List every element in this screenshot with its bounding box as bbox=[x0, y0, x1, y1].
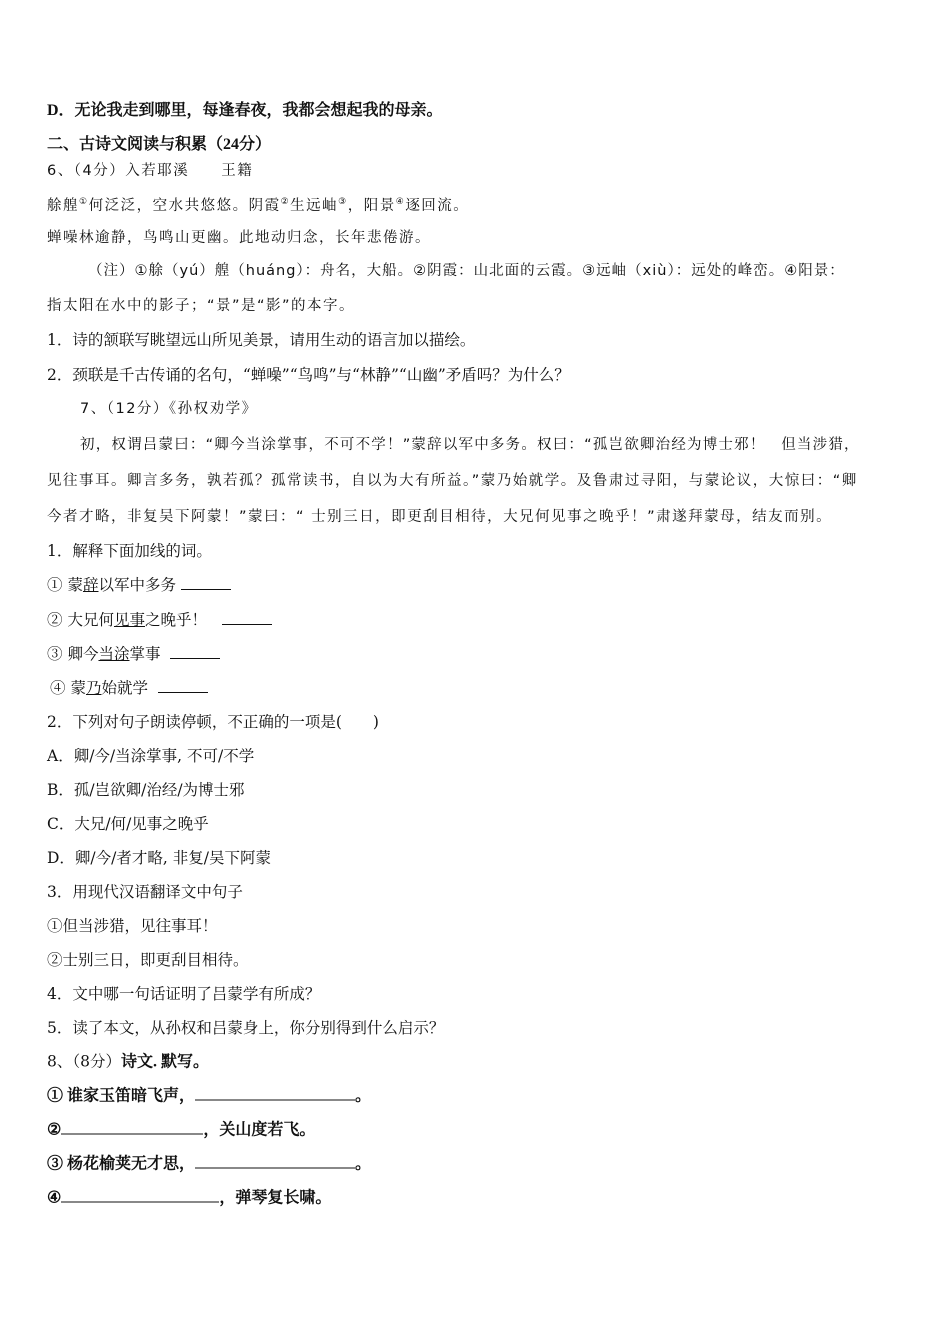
answer-blank[interactable] bbox=[158, 678, 208, 693]
q6-note-line-2: 指太阳在水中的影子；“景”是“影”的本字。 bbox=[47, 298, 356, 314]
word-item: ① 蒙辞以军中多务 bbox=[47, 575, 231, 595]
q7-question-1: 1．解释下面加线的词。 bbox=[47, 542, 212, 560]
q7-passage-line: 见往事耳。卿言多务，孰若孤？孤常读书，自以为大有所益。”蒙乃始就学。及鲁肃过寻阳，与蒙论议，大惊曰：“卿 bbox=[47, 473, 858, 489]
answer-blank[interactable] bbox=[195, 1086, 355, 1101]
q6-header: 6、（4分）入若耶溪 王籍 bbox=[47, 163, 254, 179]
recite-item: ② ，关山度若飞。 bbox=[47, 1121, 316, 1139]
recite-item: ① 谁家玉笛暗飞声， 。 bbox=[47, 1087, 372, 1105]
option-d: D．卿/今/者才略, 非复/吴下阿蒙 bbox=[47, 849, 271, 867]
q7-question-3: 3．用现代汉语翻译文中句子 bbox=[47, 883, 243, 901]
q6-note-line-1: （注）①艅（yú）艎（huáng）：舟名，大船。②阴霞：山北面的云霞。③远岫（xiù）：远处的峰峦。④阳景： bbox=[88, 263, 845, 279]
translate-item: ②士别三日，即更刮目相待。 bbox=[47, 951, 249, 969]
option-a: A．卿/今/当涂掌事, 不可/不学 bbox=[47, 747, 255, 765]
translate-item: ①但当涉猎，见往事耳！ bbox=[47, 917, 218, 935]
option-c: C．大兄/何/见事之晚乎 bbox=[47, 815, 209, 833]
recite-item: ③ 杨花榆荚无才思， 。 bbox=[47, 1155, 372, 1173]
q6-question-2: 2．颈联是千古传诵的名句，“蝉噪”“鸟鸣”与“林静”“山幽”矛盾吗？为什么？ bbox=[47, 366, 570, 384]
answer-blank[interactable] bbox=[195, 1154, 355, 1169]
q7-question-2: 2．下列对句子朗读停顿，不正确的一项是( ) bbox=[47, 713, 379, 731]
answer-blank[interactable] bbox=[170, 644, 220, 659]
word-item: ③ 卿今当涂掌事 bbox=[47, 644, 220, 664]
q7-passage-line: 初，权谓吕蒙曰：“卿今当涂掌事，不可不学！”蒙辞以军中多务。权曰：“孤岂欲卿治经为博士邪！ 但当涉猎， bbox=[80, 437, 860, 453]
recite-item: ④ ，弹琴复长啸。 bbox=[47, 1189, 332, 1207]
answer-blank[interactable] bbox=[181, 575, 231, 590]
q6-poem-line-2: 蝉噪林逾静，鸟鸣山更幽。此地动归念，长年悲倦游。 bbox=[47, 230, 431, 246]
q7-question-5: 5．读了本文，从孙权和吕蒙身上，你分别得到什么启示？ bbox=[47, 1019, 445, 1037]
q7-question-4: 4．文中哪一句话证明了吕蒙学有所成？ bbox=[47, 985, 321, 1003]
option-b: B．孤/岂欲卿/治经/为博士邪 bbox=[47, 781, 245, 799]
q7-passage-line: 今者才略，非复吴下阿蒙！”蒙曰：“ 士别三日，即更刮目相待，大兄何见事之晚乎！”肃遂拜蒙母，结友而别。 bbox=[47, 509, 833, 525]
answer-blank[interactable] bbox=[61, 1120, 203, 1135]
word-item: ② 大兄何见事之晚乎！ bbox=[47, 610, 272, 630]
section-2-title: 二、古诗文阅读与积累（24分） bbox=[47, 136, 272, 153]
q7-header: 7、（12分）《孙权劝学》 bbox=[80, 401, 258, 417]
q6-poem-line-1: 艅艎①何泛泛，空水共悠悠。阴霞②生远岫③，阳景④逐回流。 bbox=[47, 197, 470, 214]
answer-blank[interactable] bbox=[222, 610, 272, 625]
q5-option-d: D．无论我走到哪里，每逢春夜，我都会想起我的母亲。 bbox=[47, 102, 443, 119]
word-item: ④ 蒙乃始就学 bbox=[50, 678, 208, 698]
answer-blank[interactable] bbox=[61, 1188, 219, 1203]
q6-question-1: 1．诗的颔联写眺望远山所见美景，请用生动的语言加以描绘。 bbox=[47, 331, 476, 349]
q8-header: 8、（8分）诗文. 默写。 bbox=[47, 1052, 209, 1071]
